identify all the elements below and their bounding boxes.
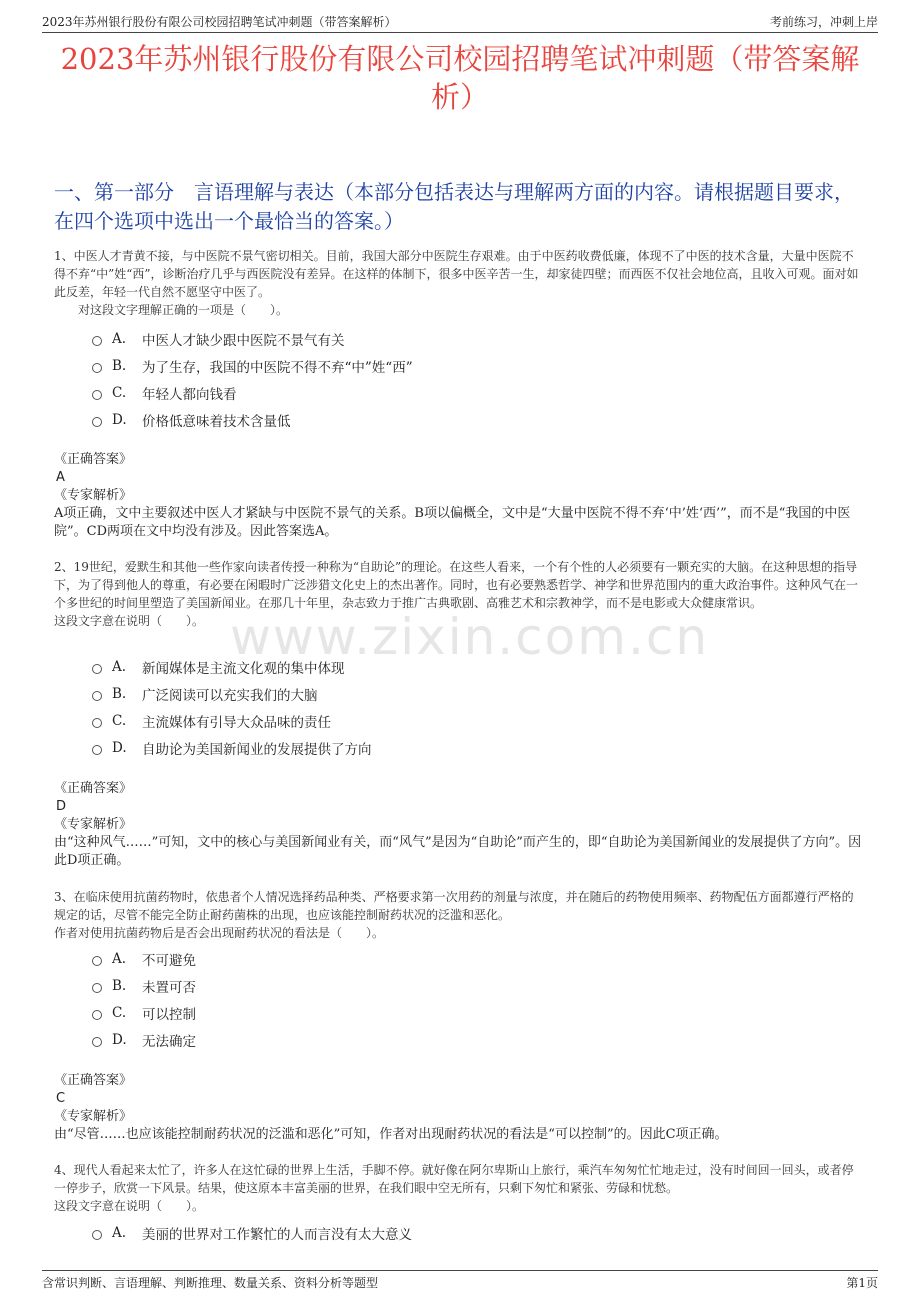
question-3-option-a[interactable]: A. 不可避免 — [92, 945, 860, 972]
radio-icon[interactable] — [92, 363, 102, 373]
question-4-passage — [54, 1161, 864, 1215]
question-1-options — [92, 325, 860, 433]
question-3-option-b[interactable]: B. 未置可否 — [92, 972, 860, 999]
radio-icon[interactable] — [92, 390, 102, 400]
radio-icon[interactable] — [92, 956, 102, 966]
radio-icon[interactable] — [92, 1230, 102, 1240]
radio-icon[interactable] — [92, 1037, 102, 1047]
question-3-answer — [54, 1072, 864, 1144]
radio-icon[interactable] — [92, 718, 102, 728]
question-3-options — [92, 945, 860, 1053]
question-4-options — [92, 1219, 860, 1246]
radio-icon[interactable] — [92, 745, 102, 755]
watermark: www.zixin.com.cn — [230, 608, 710, 666]
question-2-passage — [54, 558, 864, 630]
answer-label: 《正确答案》 — [54, 452, 133, 467]
radio-icon[interactable] — [92, 417, 102, 427]
question-3-option-c[interactable]: C. 可以控制 — [92, 999, 860, 1026]
question-2-options — [92, 653, 860, 761]
radio-icon[interactable] — [92, 336, 102, 346]
document-title: 2023年苏州银行股份有限公司校园招聘笔试冲刺题（带答案解析） — [60, 42, 860, 114]
question-2-option-b[interactable]: B. 广泛阅读可以充实我们的大脑 — [92, 680, 860, 707]
question-1-option-c[interactable]: C. 年轻人都向钱看 — [92, 379, 860, 406]
question-1-option-d[interactable]: D. 价格低意味着技术含量低 — [92, 406, 860, 433]
question-4-stem: 这段文字意在说明（ ）。 — [54, 1199, 205, 1213]
header-slogan: 考前练习，冲刺上岸 — [769, 15, 878, 29]
answer-value: C — [56, 1091, 66, 1106]
answer-value: D — [56, 799, 67, 814]
header-doc-title: 2023年苏州银行股份有限公司校园招聘笔试冲刺题（带答案解析） — [42, 15, 397, 29]
radio-icon[interactable] — [92, 1010, 102, 1020]
question-1-answer — [54, 451, 864, 541]
question-3-option-d[interactable]: D. 无法确定 — [92, 1026, 860, 1053]
question-2-stem: 这段文字意在说明（ ）。 — [54, 614, 205, 628]
page-footer — [42, 1270, 878, 1291]
explanation-text: 由“尽管……也应该能控制耐药状况的泛滥和恶化”可知，作者对出现耐药状况的看法是“可以控制”的。因此C项正确。 — [54, 1127, 728, 1142]
question-1-text: 1、中医人才青黄不接，与中医院不景气密切相关。目前，我国大部分中医院生存艰难。由于中医药收费低廉，体现不了中医的技术含量，大量中医院不得不弃“中”姓“西”，诊断治疗几乎与西医院没有差异。在这样的体制下，很多中医辛苦一生，却家徒四壁；而西医不仅社会地位高，且收入可观。面对如此反差，年轻一代自然不愿坚守中医了。 — [54, 249, 859, 299]
question-2-option-d[interactable]: D. 自助论为美国新闻业的发展提供了方向 — [92, 734, 860, 761]
question-2-option-c[interactable]: C. 主流媒体有引导大众品味的责任 — [92, 707, 860, 734]
question-4-option-a[interactable]: A. 美丽的世界对工作繁忙的人而言没有太大意义 — [92, 1219, 860, 1246]
expert-label: 《专家解析》 — [54, 1109, 133, 1124]
question-3-text: 3、在临床使用抗菌药物时，依患者个人情况选择药品种类、严格要求第一次用药的剂量与浓度，并在随后的药物使用频率、药物配伍方面都遵行严格的规定的话，尽管不能完全防止耐药菌株的出现，也应该能控制耐药状况的泛滥和恶化。 — [54, 890, 854, 922]
radio-icon[interactable] — [92, 983, 102, 993]
page-header — [42, 10, 878, 33]
page-number: 第1页 — [846, 1276, 878, 1290]
answer-label: 《正确答案》 — [54, 781, 133, 796]
answer-value: A — [56, 470, 65, 485]
question-1-option-b[interactable]: B. 为了生存，我国的中医院不得不弃“中”姓“西” — [92, 352, 860, 379]
explanation-text: A项正确，文中主要叙述中医人才紧缺与中医院不景气的关系。B项以偏概全，文中是“大量中医院不得不弃‘中’姓‘西’”，而不是“我国的中医院”。CD两项在文中均没有涉及。因此答案选A。 — [54, 506, 851, 539]
section-heading: 一、第一部分 言语理解与表达（本部分包括表达与理解两方面的内容。请根据题目要求，在四个选项中选出一个最恰当的答案。） — [54, 180, 854, 233]
explanation-text: 由“这种风气……”可知，文中的核心与美国新闻业有关，而“风气”是因为“自助论”而产生的，即“自助论为美国新闻业的发展提供了方向”。因此D项正确。 — [54, 835, 862, 868]
question-2-option-a[interactable]: A. 新闻媒体是主流文化观的集中体现 — [92, 653, 860, 680]
question-1-stem: 对这段文字理解正确的一项是（ ）。 — [54, 303, 289, 317]
question-1-passage — [54, 247, 864, 319]
question-2-answer — [54, 780, 864, 870]
question-2-text: 2、19世纪，爱默生和其他一些作家向读者传授一种称为“自助论”的理论。在这些人看来，一个有个性的人必须要有一颗充实的大脑。在这种思想的指导下，为了得到他人的尊重，有必要在闲暇时广泛涉猎文化史上的杰出著作。同时，也有必要熟悉哲学、神学和世界范围内的重大政治事件。这种风气在一个多世纪的时间里塑造了美国新闻业。在那几十年里，杂志致力于推广古典歌剧、高雅艺术和宗教神学，而不是电影或大众健康常识。 — [54, 560, 859, 610]
expert-label: 《专家解析》 — [54, 817, 133, 832]
radio-icon[interactable] — [92, 664, 102, 674]
expert-label: 《专家解析》 — [54, 488, 133, 503]
question-1-option-a[interactable]: A. 中医人才缺少跟中医院不景气有关 — [92, 325, 860, 352]
question-3-passage — [54, 888, 864, 942]
radio-icon[interactable] — [92, 691, 102, 701]
question-3-stem: 作者对使用抗菌药物后是否会出现耐药状况的看法是（ ）。 — [54, 926, 385, 940]
answer-label: 《正确答案》 — [54, 1073, 133, 1088]
footer-description: 含常识判断、言语理解、判断推理、数量关系、资料分析等题型 — [42, 1276, 379, 1290]
question-4-text: 4、现代人看起来太忙了，许多人在这忙碌的世界上生活，手脚不停。就好像在阿尔卑斯山上旅行，乘汽车匆匆忙忙地走过，没有时间回一回头，或者停一停步子，欣赏一下风景。结果，使这原本丰富美丽的世界，在我们眼中空无所有，只剩下匆忙和紧张、劳碌和忧愁。 — [54, 1163, 854, 1195]
